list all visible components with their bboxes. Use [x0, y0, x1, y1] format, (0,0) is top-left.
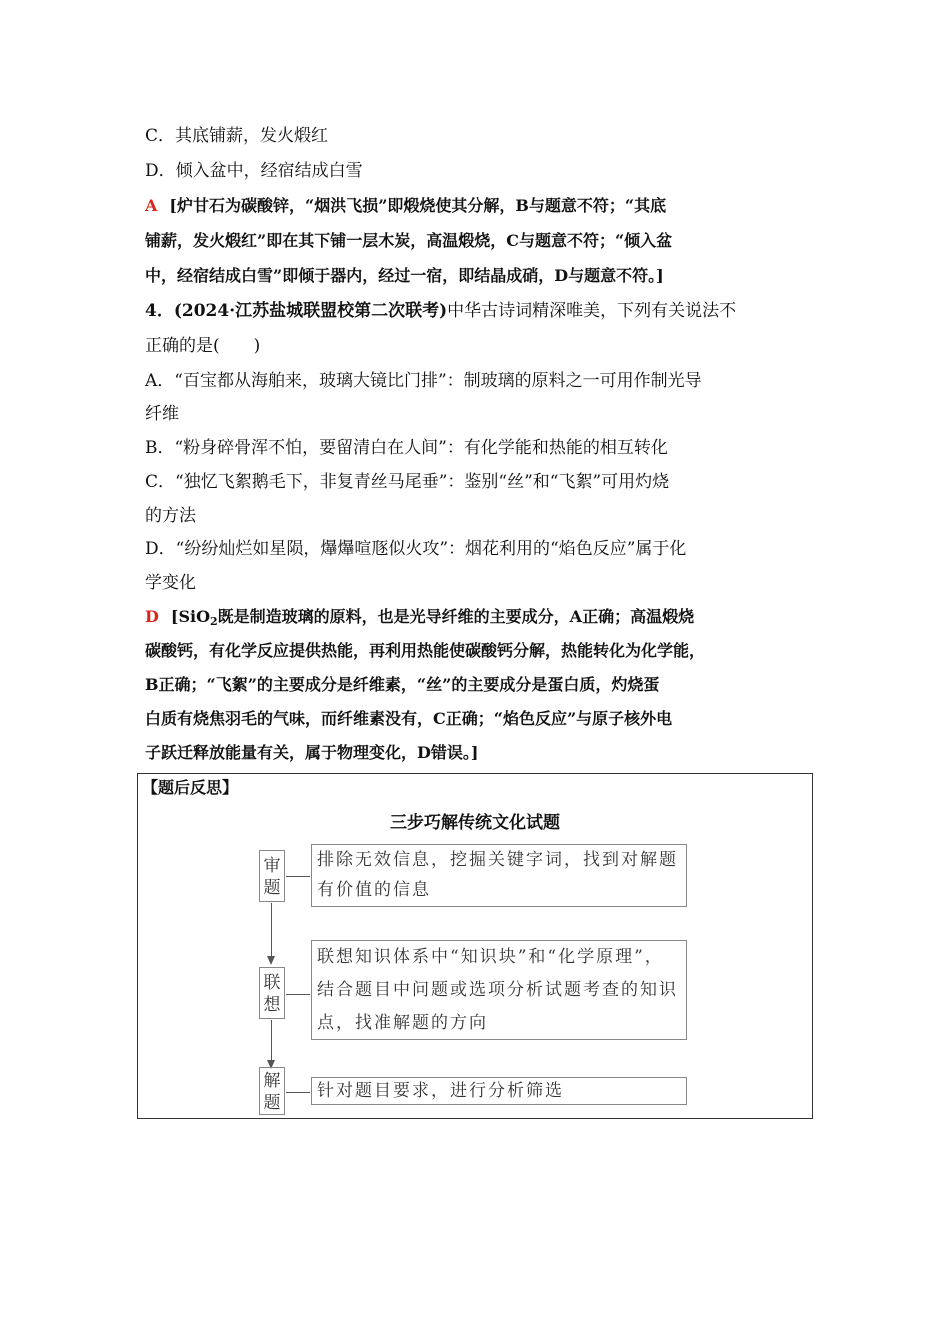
subscript: 2 [210, 615, 218, 628]
question-number: 4． [145, 301, 174, 321]
arrow-2-shaft [271, 1020, 272, 1062]
step-1-box: 审题 [259, 850, 285, 902]
connector-1 [286, 876, 310, 877]
question-4-stem-2: 正确的是( ) [145, 336, 261, 356]
answer-4-line2: 碳酸钙，有化学反应提供热能，再利用热能使碳酸钙分解，热能转化为化学能， [145, 641, 706, 660]
reflection-label: 【题后反思】 [142, 778, 239, 797]
step-1-desc: 排除无效信息，挖掘关键字词，找到对解题有价值的信息 [311, 844, 687, 907]
option-a: A．“百宝都从海舶来，玻璃大镜比门排”：制玻璃的原料之一可用作制光导 [145, 371, 702, 391]
answer-4-line5: 子跃迁释放能量有关，属于物理变化，D错误。] [145, 743, 479, 762]
step-2-box: 联想 [259, 967, 285, 1019]
option-c-cont: 的方法 [145, 506, 196, 526]
answer-text: [炉甘石为碳酸锌，“烟洪飞损”即煅烧使其分解，B与题意不符；“其底 [169, 196, 667, 215]
option-c: C．“独忆飞絮鹅毛下，非复青丝马尾垂”：鉴别“丝”和“飞絮”可用灼烧 [145, 472, 670, 492]
connector-3 [286, 1092, 310, 1093]
reflection-title: 三步巧解传统文化试题 [390, 813, 560, 833]
connector-2 [286, 994, 310, 995]
option-b: B．“粉身碎骨浑不怕，要留清白在人间”：有化学能和热能的相互转化 [145, 438, 668, 458]
option-d-cont: 学变化 [145, 573, 196, 593]
answer-4-line1 [145, 605, 694, 634]
arrow-down-icon [267, 956, 275, 965]
step-2-desc: 联想知识体系中“知识块”和“化学原理”，结合题目中问题或选项分析试题考查的知识点，找准解题的方向 [311, 940, 687, 1040]
answer-3-line1 [145, 194, 666, 218]
answer-text-post: 既是制造玻璃的原料，也是光导纤维的主要成分，A正确；高温煅烧 [217, 607, 695, 626]
answer-4-line3: B正确；“飞絮”的主要成分是纤维素，“丝”的主要成分是蛋白质，灼烧蛋 [145, 675, 660, 694]
answer-text-pre: [SiO [170, 607, 211, 626]
arrow-1-shaft [271, 903, 272, 957]
option-c-prev: C．其底铺薪，发火煅红 [145, 126, 329, 146]
answer-letter: D [145, 607, 159, 626]
step-3-box: 解题 [259, 1067, 285, 1115]
question-4-stem [145, 299, 736, 323]
option-a-cont: 纤维 [145, 404, 179, 424]
question-stem: 中华古诗词精深唯美，下列有关说法不 [447, 301, 737, 321]
question-source: (2024·江苏盐城联盟校第二次联考) [173, 301, 448, 321]
answer-3-line3: 中，经宿结成白雪”即倾于器内，经过一宿，即结晶成硝，D与题意不符。] [145, 266, 664, 285]
reflection-box [137, 773, 813, 1119]
answer-letter: A [145, 196, 158, 215]
answer-3-line2: 铺薪，发火煅红”即在其下铺一层木炭，高温煅烧，C与题意不符；“倾入盆 [145, 231, 673, 250]
option-d-prev: D．倾入盆中，经宿结成白雪 [145, 161, 363, 181]
answer-4-line4: 白质有烧焦羽毛的气味，而纤维素没有，C正确；“焰色反应”与原子核外电 [145, 709, 673, 728]
step-3-desc: 针对题目要求，进行分析筛选 [311, 1077, 687, 1105]
option-d: D．“纷纷灿烂如星陨，爗爗喧豗似火攻”：烟花利用的“焰色反应”属于化 [145, 539, 687, 559]
